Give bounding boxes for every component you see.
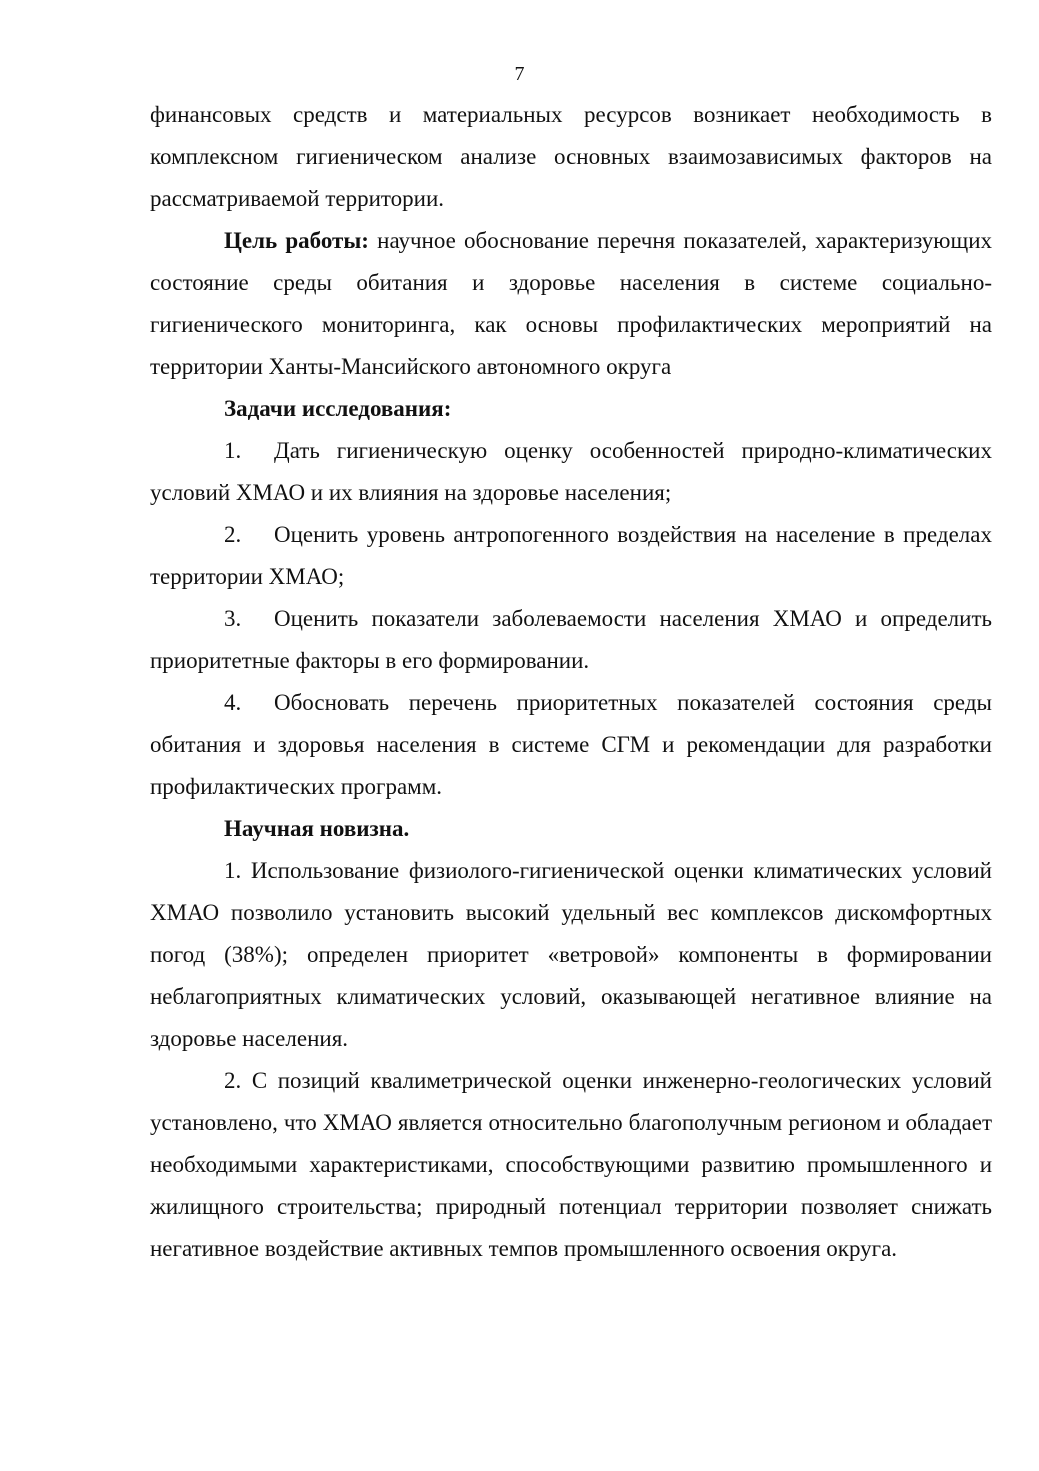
task-number: 4. — [224, 690, 242, 715]
task-item-1 — [150, 430, 992, 514]
task-text: Дать гигиеническую оценку особенностей природно-климатических условий ХМАО и их влияния на здоровье населения; — [150, 438, 992, 505]
task-text: Оценить уровень антропогенного воздействия на население в пределах территории ХМАО; — [150, 522, 992, 589]
page-content — [150, 94, 992, 1270]
task-item-3 — [150, 598, 992, 682]
task-number: 1. — [224, 438, 242, 463]
task-text: Обосновать перечень приоритетных показателей состояния среды обитания и здоровья населения в системе СГМ и рекомендации для разработки профилактических программ. — [150, 690, 992, 799]
goal-label: Цель работы: — [224, 228, 369, 253]
task-text: Оценить показатели заболеваемости населения ХМАО и определить приоритетные факторы в его формировании. — [150, 606, 992, 673]
novelty-item-1: 1. Использование физиолого-гигиенической оценки климатических условий ХМАО позволило установить высокий удельный вес комплексов дискомфортных погод (38%); определен приоритет «ветровой» компоненты в формировании неблагоприятных климатических условий, оказывающей негативное влияние на здоровье населения. — [150, 858, 992, 1051]
goal-text: научное обоснование перечня показателей, характеризующих состояние среды обитания и здоровье населения в системе социально-гигиенического мониторинга, как основы профилактических мероприятий на территории Ханты-Мансийского автономного округа — [150, 228, 992, 379]
task-item-4 — [150, 682, 992, 808]
task-item-2 — [150, 514, 992, 598]
task-number: 3. — [224, 606, 242, 631]
goal-paragraph — [150, 220, 992, 388]
page-number: 7 — [514, 63, 525, 85]
novelty-item-2: 2. С позиций квалиметрической оценки инженерно-геологических условий установлено, что ХМАО является относительно благополучным регионом и обладает необходимыми характеристиками, способствующими развитию промышленного и жилищного строительства; природный потенциал территории позволяет снижать негативное воздействие активных темпов промышленного освоения округа. — [150, 1068, 992, 1261]
novelty-heading: Научная новизна. — [224, 816, 410, 841]
task-number: 2. — [224, 522, 242, 547]
tasks-heading: Задачи исследования: — [224, 396, 452, 421]
intro-paragraph: финансовых средств и материальных ресурсов возникает необходимость в комплексном гигиеническом анализе основных взаимозависимых факторов на рассматриваемой территории. — [150, 102, 992, 211]
